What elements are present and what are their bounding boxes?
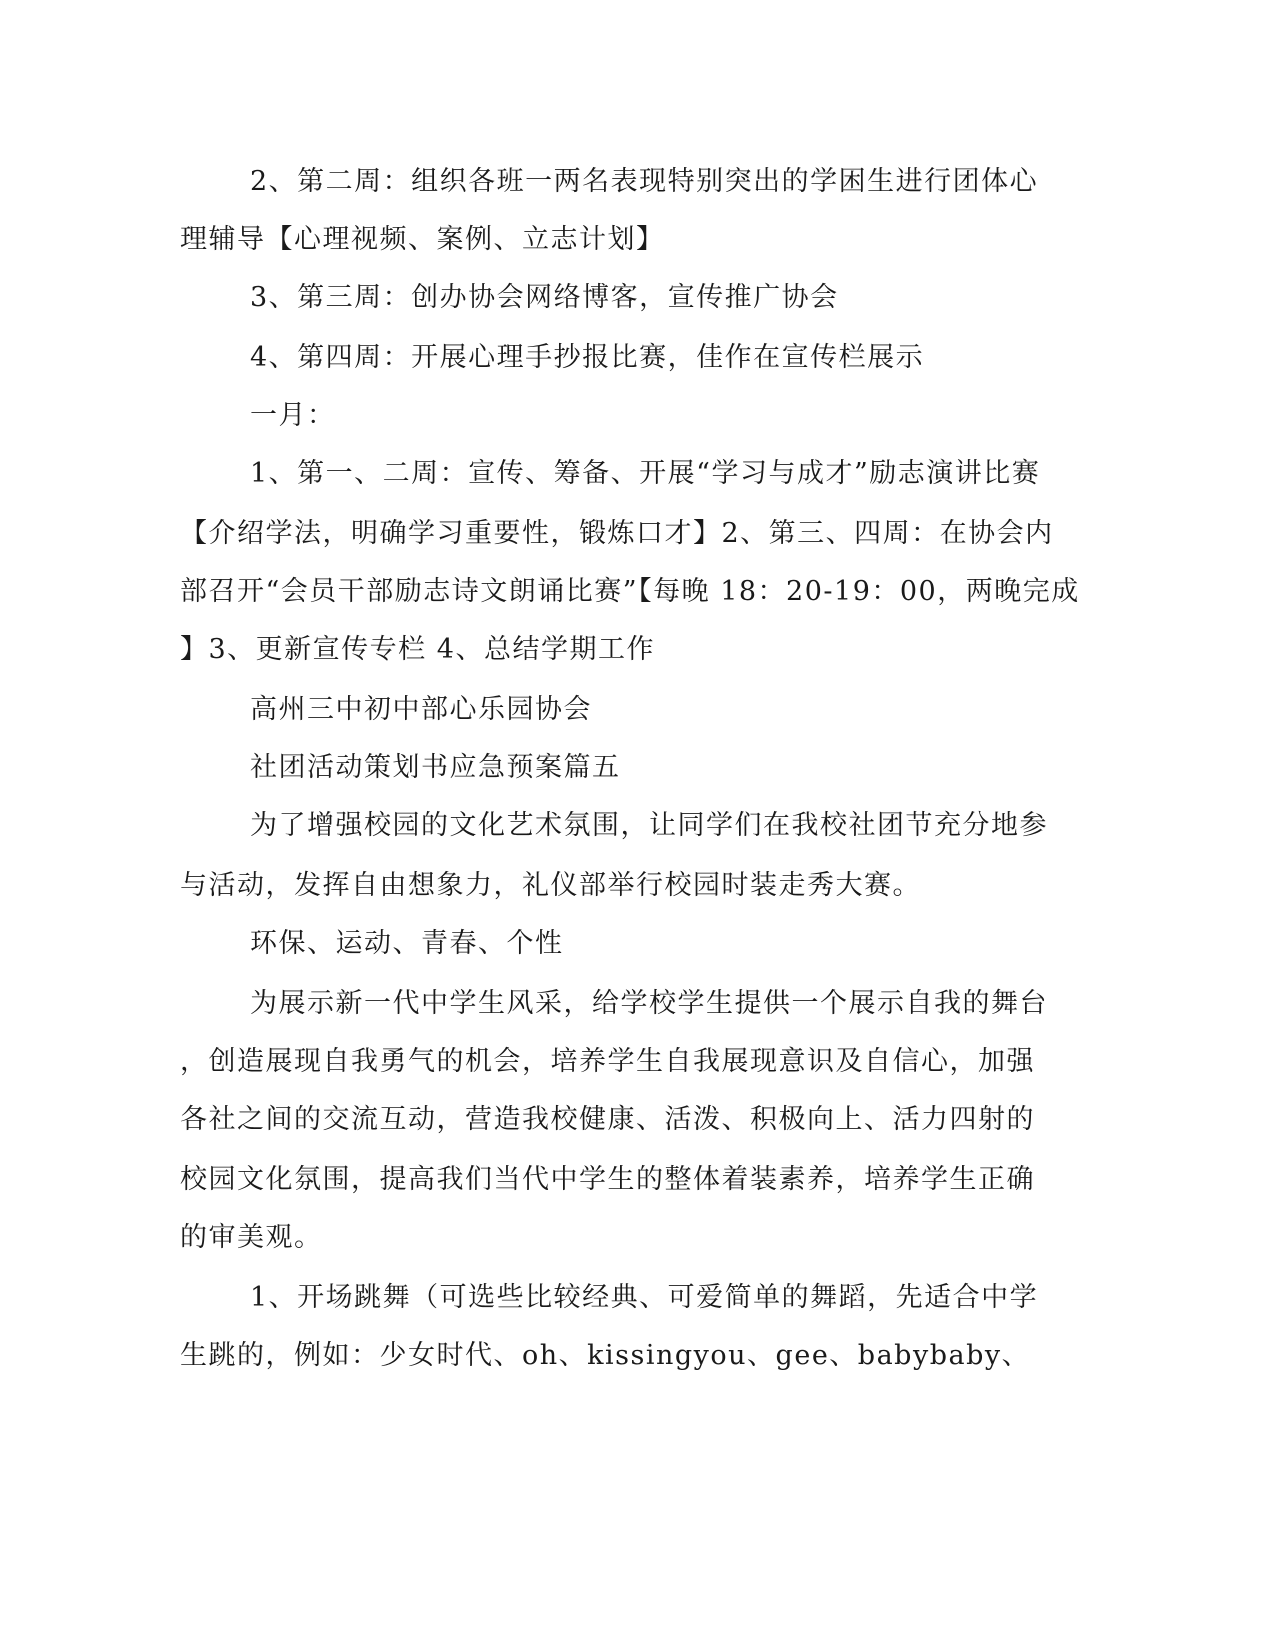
text-line: 高州三中初中部心乐园协会 [250,694,592,725]
text-line: 【介绍学法，明确学习重要性，锻炼口才】2、第三、四周：在协会内 [180,518,1054,549]
text-line: 部召开“会员干部励志诗文朗诵比赛”【每晚 18：20-19：00，两晚完成 [180,576,1080,607]
text-line: 2、第二周：组织各班一两名表现特别突出的学困生进行团体心 [250,166,1039,197]
text-line: 生跳的，例如：少女时代、oh、kissingyou、gee、babybaby、 [180,1340,1031,1371]
text-line: 4、第四周：开展心理手抄报比赛，佳作在宣传栏展示 [250,342,925,373]
text-line: 】3、更新宣传专栏 4、总结学期工作 [180,634,655,665]
text-line: 3、第三周：创办协会网络博客，宣传推广协会 [250,282,839,313]
text-line: 理辅导【心理视频、案例、立志计划】 [180,224,665,255]
text-line: 环保、运动、青春、个性 [250,928,564,959]
text-line: 一月： [250,400,336,431]
text-line: 校园文化氛围，提高我们当代中学生的整体着装素养，培养学生正确 [180,1164,1035,1195]
text-line: 为展示新一代中学生风采，给学校学生提供一个展示自我的舞台 [250,988,1048,1019]
text-line: 与活动，发挥自由想象力，礼仪部举行校园时装走秀大赛。 [180,870,921,901]
text-line: 的审美观。 [180,1222,323,1253]
section-heading: 社团活动策划书应急预案篇五 [250,752,621,783]
text-line: 1、开场跳舞（可选些比较经典、可爱简单的舞蹈，先适合中学 [250,1282,1039,1313]
text-line: 1、第一、二周：宣传、筹备、开展“学习与成才”励志演讲比赛 [250,458,1041,489]
text-line: ，创造展现自我勇气的机会，培养学生自我展现意识及自信心，加强 [180,1046,1035,1077]
text-line: 为了增强校园的文化艺术氛围，让同学们在我校社团节充分地参 [250,810,1048,841]
text-line: 各社之间的交流互动，营造我校健康、活泼、积极向上、活力四射的 [180,1104,1035,1135]
